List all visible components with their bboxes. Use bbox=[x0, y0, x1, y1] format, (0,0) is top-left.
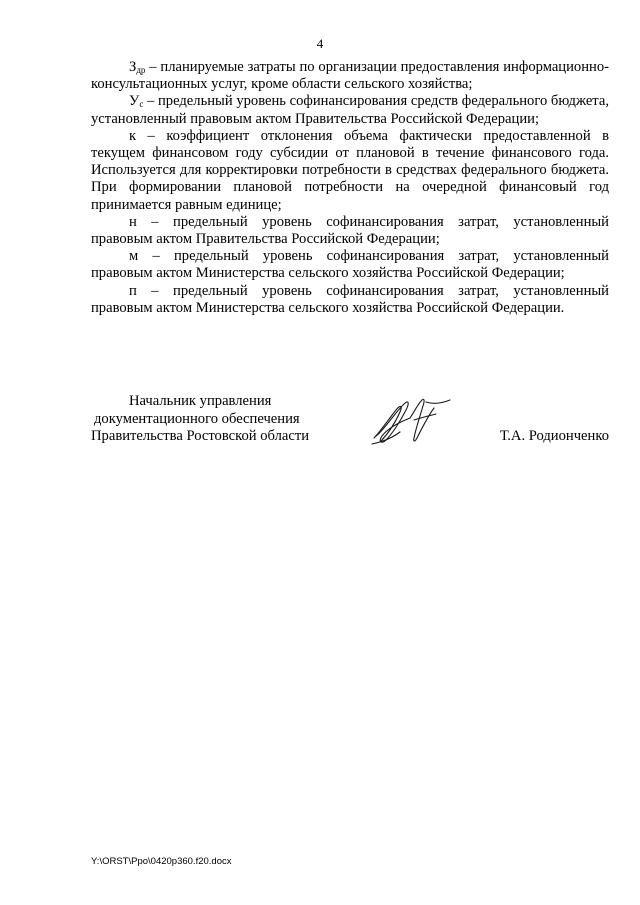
handwritten-signature bbox=[370, 392, 460, 452]
formula-symbol: м bbox=[129, 248, 139, 265]
document-body bbox=[91, 59, 609, 317]
definition-text: – коэффициент отклонения объема фактически предоставленной в текущем финансовом году субсидии от плановой в течение финансового года. Используется для корректировки потребности в средствах федерального бюджета. При формировании плановой потребности на очередной финансовый год принимается равным единице; bbox=[91, 127, 609, 213]
definition-text: – планируемые затраты по организации предоставления информационно-консультационных услуг, кроме области сельского хозяйства; bbox=[91, 59, 609, 93]
formula-symbol: н bbox=[129, 213, 137, 230]
file-path-footer: Y:\ORST\Ppo\0420p360.f20.docx bbox=[91, 856, 232, 867]
formula-symbol: З bbox=[129, 59, 137, 75]
signer-name: Т.А. Родионченко bbox=[499, 428, 609, 444]
definition-text: – предельный уровень софинансирования затрат, установленный правовым актом Правительства Российской Федерации; bbox=[91, 213, 609, 248]
formula-symbol: У bbox=[129, 93, 140, 110]
formula-subscript: др bbox=[136, 65, 146, 75]
position-line: Начальник управления bbox=[129, 393, 272, 409]
definition-paragraph bbox=[91, 93, 609, 127]
signatory-position bbox=[91, 393, 309, 446]
position-line: Правительства Ростовской области bbox=[91, 428, 310, 444]
page-number: 4 bbox=[316, 36, 324, 51]
position-line: документационного обеспечения bbox=[94, 410, 300, 427]
definition-paragraph bbox=[91, 59, 609, 93]
formula-subscript: c bbox=[139, 99, 144, 110]
formula-symbol: к bbox=[129, 127, 137, 144]
formula-symbol: п bbox=[129, 282, 137, 299]
definition-text: – предельный уровень софинансирования затрат, установленный правовым актом Министерства сельского хозяйства Российской Федерации; bbox=[91, 248, 609, 282]
definition-paragraph bbox=[91, 128, 609, 214]
definition-text: – предельный уровень софинансирования средств федерального бюджета, установленный правовым актом Правительства Российской Федерации; bbox=[91, 93, 609, 127]
definition-paragraph bbox=[91, 214, 609, 248]
definition-paragraph bbox=[91, 283, 609, 317]
definition-text: – предельный уровень софинансирования затрат, установленный правовым актом Министерства сельского хозяйства Российской Федерации. bbox=[91, 282, 609, 316]
definition-paragraph bbox=[91, 248, 609, 282]
